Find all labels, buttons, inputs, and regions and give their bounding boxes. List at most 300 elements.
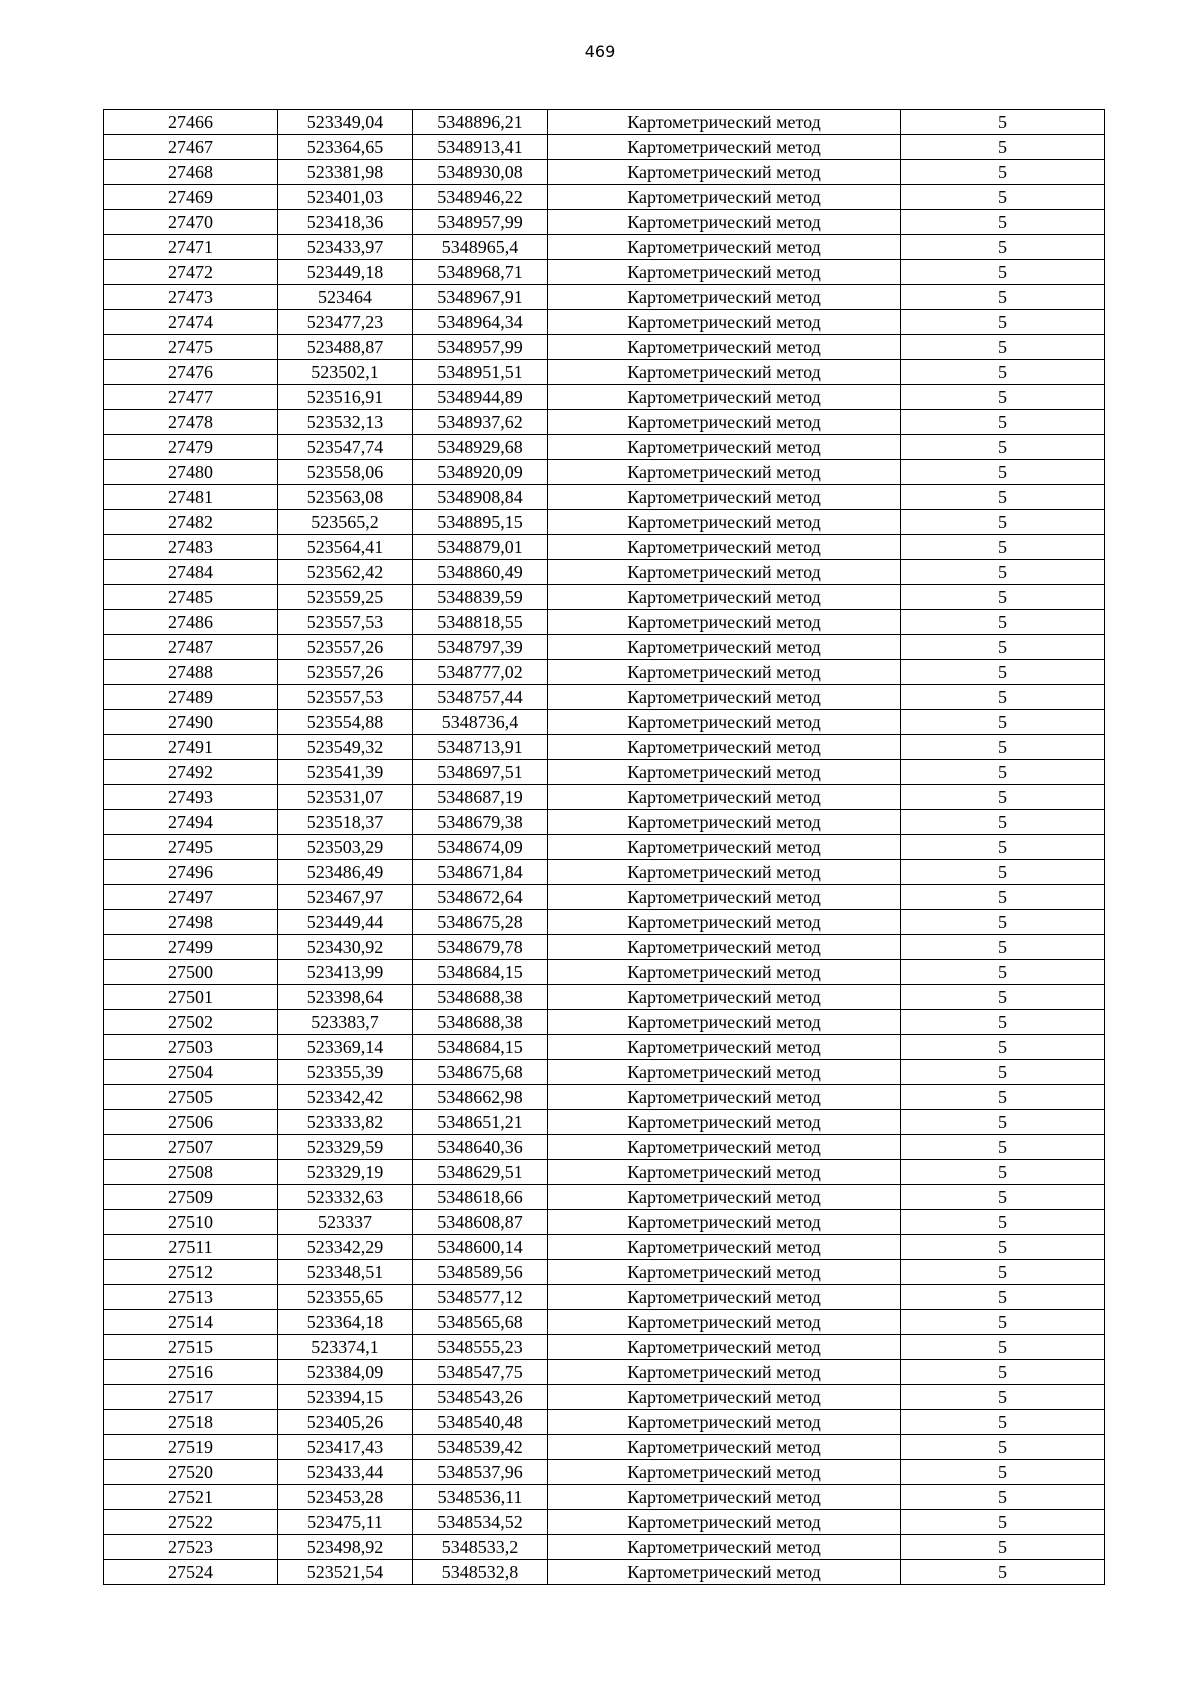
x-coordinate-cell: 523398,64: [278, 985, 413, 1010]
x-coordinate-cell: 523486,49: [278, 860, 413, 885]
x-coordinate-cell: 523557,53: [278, 610, 413, 635]
point-number-cell: 27476: [104, 360, 278, 385]
point-number-cell: 27523: [104, 1535, 278, 1560]
y-coordinate-cell: 5348600,14: [413, 1235, 548, 1260]
x-coordinate-cell: 523384,09: [278, 1360, 413, 1385]
point-number-cell: 27486: [104, 610, 278, 635]
point-number-cell: 27472: [104, 260, 278, 285]
point-number-cell: 27514: [104, 1310, 278, 1335]
point-number-cell: 27482: [104, 510, 278, 535]
point-number-cell: 27493: [104, 785, 278, 810]
y-coordinate-cell: 5348674,09: [413, 835, 548, 860]
x-coordinate-cell: 523521,54: [278, 1560, 413, 1585]
accuracy-cell: 5: [901, 310, 1105, 335]
x-coordinate-cell: 523549,32: [278, 735, 413, 760]
table-row: [104, 1385, 1105, 1410]
method-cell: Картометрический метод: [548, 785, 901, 810]
table-row: [104, 835, 1105, 860]
point-number-cell: 27510: [104, 1210, 278, 1235]
method-cell: Картометрический метод: [548, 1035, 901, 1060]
y-coordinate-cell: 5348532,8: [413, 1560, 548, 1585]
method-cell: Картометрический метод: [548, 1435, 901, 1460]
point-number-cell: 27494: [104, 810, 278, 835]
accuracy-cell: 5: [901, 435, 1105, 460]
point-number-cell: 27480: [104, 460, 278, 485]
x-coordinate-cell: 523430,92: [278, 935, 413, 960]
method-cell: Картометрический метод: [548, 1260, 901, 1285]
method-cell: Картометрический метод: [548, 1485, 901, 1510]
x-coordinate-cell: 523518,37: [278, 810, 413, 835]
table-row: [104, 410, 1105, 435]
y-coordinate-cell: 5348895,15: [413, 510, 548, 535]
accuracy-cell: 5: [901, 160, 1105, 185]
x-coordinate-cell: 523557,53: [278, 685, 413, 710]
method-cell: Картометрический метод: [548, 1160, 901, 1185]
point-number-cell: 27468: [104, 160, 278, 185]
accuracy-cell: 5: [901, 1185, 1105, 1210]
table-row: [104, 260, 1105, 285]
method-cell: Картометрический метод: [548, 1310, 901, 1335]
method-cell: Картометрический метод: [548, 910, 901, 935]
x-coordinate-cell: 523559,25: [278, 585, 413, 610]
y-coordinate-cell: 5348757,44: [413, 685, 548, 710]
y-coordinate-cell: 5348687,19: [413, 785, 548, 810]
x-coordinate-cell: 523547,74: [278, 435, 413, 460]
method-cell: Картометрический метод: [548, 210, 901, 235]
x-coordinate-cell: 523532,13: [278, 410, 413, 435]
x-coordinate-cell: 523503,29: [278, 835, 413, 860]
table-row: [104, 860, 1105, 885]
accuracy-cell: 5: [901, 935, 1105, 960]
y-coordinate-cell: 5348944,89: [413, 385, 548, 410]
accuracy-cell: 5: [901, 1210, 1105, 1235]
x-coordinate-cell: 523557,26: [278, 635, 413, 660]
point-number-cell: 27520: [104, 1460, 278, 1485]
point-number-cell: 27485: [104, 585, 278, 610]
y-coordinate-cell: 5348937,62: [413, 410, 548, 435]
method-cell: Картометрический метод: [548, 1135, 901, 1160]
point-number-cell: 27481: [104, 485, 278, 510]
point-number-cell: 27479: [104, 435, 278, 460]
table-row: [104, 210, 1105, 235]
y-coordinate-cell: 5348640,36: [413, 1135, 548, 1160]
y-coordinate-cell: 5348555,23: [413, 1335, 548, 1360]
y-coordinate-cell: 5348543,26: [413, 1385, 548, 1410]
accuracy-cell: 5: [901, 460, 1105, 485]
y-coordinate-cell: 5348651,21: [413, 1110, 548, 1135]
method-cell: Картометрический метод: [548, 335, 901, 360]
accuracy-cell: 5: [901, 885, 1105, 910]
method-cell: Картометрический метод: [548, 685, 901, 710]
accuracy-cell: 5: [901, 810, 1105, 835]
table-row: [104, 1485, 1105, 1510]
y-coordinate-cell: 5348860,49: [413, 560, 548, 585]
point-number-cell: 27515: [104, 1335, 278, 1360]
table-row: [104, 1135, 1105, 1160]
table-row: [104, 1285, 1105, 1310]
table-row: [104, 185, 1105, 210]
x-coordinate-cell: 523329,19: [278, 1160, 413, 1185]
accuracy-cell: 5: [901, 535, 1105, 560]
accuracy-cell: 5: [901, 910, 1105, 935]
method-cell: Картометрический метод: [548, 185, 901, 210]
method-cell: Картометрический метод: [548, 1360, 901, 1385]
y-coordinate-cell: 5348684,15: [413, 960, 548, 985]
table-row: [104, 385, 1105, 410]
accuracy-cell: 5: [901, 1235, 1105, 1260]
x-coordinate-cell: 523433,44: [278, 1460, 413, 1485]
point-number-cell: 27517: [104, 1385, 278, 1410]
x-coordinate-cell: 523564,41: [278, 535, 413, 560]
method-cell: Картометрический метод: [548, 1560, 901, 1585]
accuracy-cell: 5: [901, 185, 1105, 210]
x-coordinate-cell: 523413,99: [278, 960, 413, 985]
x-coordinate-cell: 523349,04: [278, 110, 413, 135]
y-coordinate-cell: 5348547,75: [413, 1360, 548, 1385]
coordinates-table-body: [104, 110, 1105, 1585]
point-number-cell: 27507: [104, 1135, 278, 1160]
table-row: [104, 1260, 1105, 1285]
x-coordinate-cell: 523531,07: [278, 785, 413, 810]
table-row: [104, 785, 1105, 810]
method-cell: Картометрический метод: [548, 160, 901, 185]
table-row: [104, 685, 1105, 710]
y-coordinate-cell: 5348957,99: [413, 210, 548, 235]
x-coordinate-cell: 523381,98: [278, 160, 413, 185]
table-row: [104, 360, 1105, 385]
table-row: [104, 610, 1105, 635]
method-cell: Картометрический метод: [548, 1185, 901, 1210]
point-number-cell: 27509: [104, 1185, 278, 1210]
table-row: [104, 1560, 1105, 1585]
y-coordinate-cell: 5348797,39: [413, 635, 548, 660]
table-row: [104, 110, 1105, 135]
method-cell: Картометрический метод: [548, 735, 901, 760]
table-row: [104, 810, 1105, 835]
method-cell: Картометрический метод: [548, 135, 901, 160]
accuracy-cell: 5: [901, 760, 1105, 785]
point-number-cell: 27495: [104, 835, 278, 860]
x-coordinate-cell: 523364,18: [278, 1310, 413, 1335]
x-coordinate-cell: 523374,1: [278, 1335, 413, 1360]
y-coordinate-cell: 5348589,56: [413, 1260, 548, 1285]
x-coordinate-cell: 523464: [278, 285, 413, 310]
y-coordinate-cell: 5348679,78: [413, 935, 548, 960]
point-number-cell: 27470: [104, 210, 278, 235]
method-cell: Картометрический метод: [548, 460, 901, 485]
accuracy-cell: 5: [901, 135, 1105, 160]
x-coordinate-cell: 523563,08: [278, 485, 413, 510]
method-cell: Картометрический метод: [548, 1010, 901, 1035]
point-number-cell: 27518: [104, 1410, 278, 1435]
table-row: [104, 1360, 1105, 1385]
x-coordinate-cell: 523401,03: [278, 185, 413, 210]
method-cell: Картометрический метод: [548, 1335, 901, 1360]
accuracy-cell: 5: [901, 235, 1105, 260]
point-number-cell: 27508: [104, 1160, 278, 1185]
point-number-cell: 27477: [104, 385, 278, 410]
x-coordinate-cell: 523369,14: [278, 1035, 413, 1060]
method-cell: Картометрический метод: [548, 1060, 901, 1085]
point-number-cell: 27467: [104, 135, 278, 160]
x-coordinate-cell: 523417,43: [278, 1435, 413, 1460]
accuracy-cell: 5: [901, 110, 1105, 135]
accuracy-cell: 5: [901, 285, 1105, 310]
accuracy-cell: 5: [901, 685, 1105, 710]
point-number-cell: 27505: [104, 1085, 278, 1110]
coordinates-table: [103, 109, 1105, 1585]
point-number-cell: 27466: [104, 110, 278, 135]
method-cell: Картометрический метод: [548, 1085, 901, 1110]
page-number: 469: [584, 42, 616, 61]
x-coordinate-cell: 523541,39: [278, 760, 413, 785]
x-coordinate-cell: 523449,44: [278, 910, 413, 935]
method-cell: Картометрический метод: [548, 835, 901, 860]
accuracy-cell: 5: [901, 1435, 1105, 1460]
point-number-cell: 27478: [104, 410, 278, 435]
accuracy-cell: 5: [901, 210, 1105, 235]
table-row: [104, 1435, 1105, 1460]
method-cell: Картометрический метод: [548, 285, 901, 310]
table-row: [104, 760, 1105, 785]
y-coordinate-cell: 5348965,4: [413, 235, 548, 260]
point-number-cell: 27489: [104, 685, 278, 710]
y-coordinate-cell: 5348713,91: [413, 735, 548, 760]
y-coordinate-cell: 5348967,91: [413, 285, 548, 310]
accuracy-cell: 5: [901, 260, 1105, 285]
x-coordinate-cell: 523516,91: [278, 385, 413, 410]
y-coordinate-cell: 5348540,48: [413, 1410, 548, 1435]
table-row: [104, 1160, 1105, 1185]
table-row: [104, 710, 1105, 735]
y-coordinate-cell: 5348671,84: [413, 860, 548, 885]
method-cell: Картометрический метод: [548, 1510, 901, 1535]
accuracy-cell: 5: [901, 1260, 1105, 1285]
x-coordinate-cell: 523502,1: [278, 360, 413, 385]
accuracy-cell: 5: [901, 660, 1105, 685]
y-coordinate-cell: 5348930,08: [413, 160, 548, 185]
accuracy-cell: 5: [901, 485, 1105, 510]
point-number-cell: 27500: [104, 960, 278, 985]
x-coordinate-cell: 523433,97: [278, 235, 413, 260]
accuracy-cell: 5: [901, 1160, 1105, 1185]
point-number-cell: 27471: [104, 235, 278, 260]
table-row: [104, 1085, 1105, 1110]
table-row: [104, 435, 1105, 460]
y-coordinate-cell: 5348777,02: [413, 660, 548, 685]
method-cell: Картометрический метод: [548, 635, 901, 660]
point-number-cell: 27469: [104, 185, 278, 210]
point-number-cell: 27496: [104, 860, 278, 885]
point-number-cell: 27512: [104, 1260, 278, 1285]
table-row: [104, 935, 1105, 960]
point-number-cell: 27498: [104, 910, 278, 935]
method-cell: Картометрический метод: [548, 535, 901, 560]
y-coordinate-cell: 5348608,87: [413, 1210, 548, 1235]
point-number-cell: 27511: [104, 1235, 278, 1260]
x-coordinate-cell: 523467,97: [278, 885, 413, 910]
y-coordinate-cell: 5348577,12: [413, 1285, 548, 1310]
accuracy-cell: 5: [901, 1460, 1105, 1485]
x-coordinate-cell: 523329,59: [278, 1135, 413, 1160]
point-number-cell: 27492: [104, 760, 278, 785]
x-coordinate-cell: 523453,28: [278, 1485, 413, 1510]
method-cell: Картометрический метод: [548, 1460, 901, 1485]
y-coordinate-cell: 5348672,64: [413, 885, 548, 910]
accuracy-cell: 5: [901, 735, 1105, 760]
table-row: [104, 1310, 1105, 1335]
table-row: [104, 660, 1105, 685]
y-coordinate-cell: 5348964,34: [413, 310, 548, 335]
method-cell: Картометрический метод: [548, 935, 901, 960]
table-row: [104, 560, 1105, 585]
point-number-cell: 27522: [104, 1510, 278, 1535]
x-coordinate-cell: 523477,23: [278, 310, 413, 335]
y-coordinate-cell: 5348629,51: [413, 1160, 548, 1185]
y-coordinate-cell: 5348675,68: [413, 1060, 548, 1085]
accuracy-cell: 5: [901, 1310, 1105, 1335]
method-cell: Картометрический метод: [548, 585, 901, 610]
table-row: [104, 635, 1105, 660]
accuracy-cell: 5: [901, 635, 1105, 660]
table-row: [104, 310, 1105, 335]
x-coordinate-cell: 523364,65: [278, 135, 413, 160]
table-row: [104, 1035, 1105, 1060]
method-cell: Картометрический метод: [548, 985, 901, 1010]
method-cell: Картометрический метод: [548, 310, 901, 335]
table-row: [104, 285, 1105, 310]
table-row: [104, 535, 1105, 560]
x-coordinate-cell: 523355,65: [278, 1285, 413, 1310]
accuracy-cell: 5: [901, 610, 1105, 635]
table-row: [104, 735, 1105, 760]
y-coordinate-cell: 5348618,66: [413, 1185, 548, 1210]
accuracy-cell: 5: [901, 335, 1105, 360]
y-coordinate-cell: 5348697,51: [413, 760, 548, 785]
method-cell: Картометрический метод: [548, 760, 901, 785]
x-coordinate-cell: 523342,29: [278, 1235, 413, 1260]
point-number-cell: 27490: [104, 710, 278, 735]
accuracy-cell: 5: [901, 785, 1105, 810]
y-coordinate-cell: 5348684,15: [413, 1035, 548, 1060]
table-row: [104, 1335, 1105, 1360]
accuracy-cell: 5: [901, 985, 1105, 1010]
point-number-cell: 27488: [104, 660, 278, 685]
y-coordinate-cell: 5348534,52: [413, 1510, 548, 1535]
point-number-cell: 27473: [104, 285, 278, 310]
table-row: [104, 960, 1105, 985]
accuracy-cell: 5: [901, 1010, 1105, 1035]
table-row: [104, 485, 1105, 510]
point-number-cell: 27499: [104, 935, 278, 960]
accuracy-cell: 5: [901, 1360, 1105, 1385]
accuracy-cell: 5: [901, 560, 1105, 585]
y-coordinate-cell: 5348679,38: [413, 810, 548, 835]
method-cell: Картометрический метод: [548, 510, 901, 535]
x-coordinate-cell: 523565,2: [278, 510, 413, 535]
method-cell: Картометрический метод: [548, 435, 901, 460]
x-coordinate-cell: 523449,18: [278, 260, 413, 285]
y-coordinate-cell: 5348533,2: [413, 1535, 548, 1560]
table-row: [104, 1235, 1105, 1260]
y-coordinate-cell: 5348536,11: [413, 1485, 548, 1510]
point-number-cell: 27497: [104, 885, 278, 910]
table-row: [104, 235, 1105, 260]
point-number-cell: 27516: [104, 1360, 278, 1385]
x-coordinate-cell: 523418,36: [278, 210, 413, 235]
table-row: [104, 160, 1105, 185]
method-cell: Картометрический метод: [548, 860, 901, 885]
accuracy-cell: 5: [901, 585, 1105, 610]
y-coordinate-cell: 5348896,21: [413, 110, 548, 135]
x-coordinate-cell: 523337: [278, 1210, 413, 1235]
method-cell: Картометрический метод: [548, 1110, 901, 1135]
accuracy-cell: 5: [901, 1535, 1105, 1560]
x-coordinate-cell: 523475,11: [278, 1510, 413, 1535]
table-row: [104, 1210, 1105, 1235]
point-number-cell: 27524: [104, 1560, 278, 1585]
y-coordinate-cell: 5348908,84: [413, 485, 548, 510]
y-coordinate-cell: 5348818,55: [413, 610, 548, 635]
method-cell: Картометрический метод: [548, 885, 901, 910]
accuracy-cell: 5: [901, 385, 1105, 410]
table-row: [104, 1410, 1105, 1435]
point-number-cell: 27484: [104, 560, 278, 585]
accuracy-cell: 5: [901, 1135, 1105, 1160]
accuracy-cell: 5: [901, 835, 1105, 860]
y-coordinate-cell: 5348968,71: [413, 260, 548, 285]
point-number-cell: 27519: [104, 1435, 278, 1460]
accuracy-cell: 5: [901, 1085, 1105, 1110]
accuracy-cell: 5: [901, 1285, 1105, 1310]
x-coordinate-cell: 523332,63: [278, 1185, 413, 1210]
y-coordinate-cell: 5348537,96: [413, 1460, 548, 1485]
x-coordinate-cell: 523557,26: [278, 660, 413, 685]
accuracy-cell: 5: [901, 860, 1105, 885]
table-row: [104, 910, 1105, 935]
point-number-cell: 27521: [104, 1485, 278, 1510]
method-cell: Картометрический метод: [548, 110, 901, 135]
x-coordinate-cell: 523333,82: [278, 1110, 413, 1135]
table-row: [104, 1010, 1105, 1035]
table-row: [104, 335, 1105, 360]
method-cell: Картометрический метод: [548, 410, 901, 435]
accuracy-cell: 5: [901, 1335, 1105, 1360]
method-cell: Картометрический метод: [548, 385, 901, 410]
accuracy-cell: 5: [901, 1510, 1105, 1535]
x-coordinate-cell: 523394,15: [278, 1385, 413, 1410]
accuracy-cell: 5: [901, 410, 1105, 435]
method-cell: Картометрический метод: [548, 1410, 901, 1435]
x-coordinate-cell: 523348,51: [278, 1260, 413, 1285]
method-cell: Картометрический метод: [548, 235, 901, 260]
x-coordinate-cell: 523355,39: [278, 1060, 413, 1085]
table-row: [104, 135, 1105, 160]
table-row: [104, 985, 1105, 1010]
x-coordinate-cell: 523488,87: [278, 335, 413, 360]
table-row: [104, 460, 1105, 485]
point-number-cell: 27474: [104, 310, 278, 335]
y-coordinate-cell: 5348957,99: [413, 335, 548, 360]
x-coordinate-cell: 523405,26: [278, 1410, 413, 1435]
point-number-cell: 27501: [104, 985, 278, 1010]
method-cell: Картометрический метод: [548, 360, 901, 385]
table-row: [104, 885, 1105, 910]
method-cell: Картометрический метод: [548, 710, 901, 735]
table-row: [104, 510, 1105, 535]
table-row: [104, 585, 1105, 610]
point-number-cell: 27503: [104, 1035, 278, 1060]
